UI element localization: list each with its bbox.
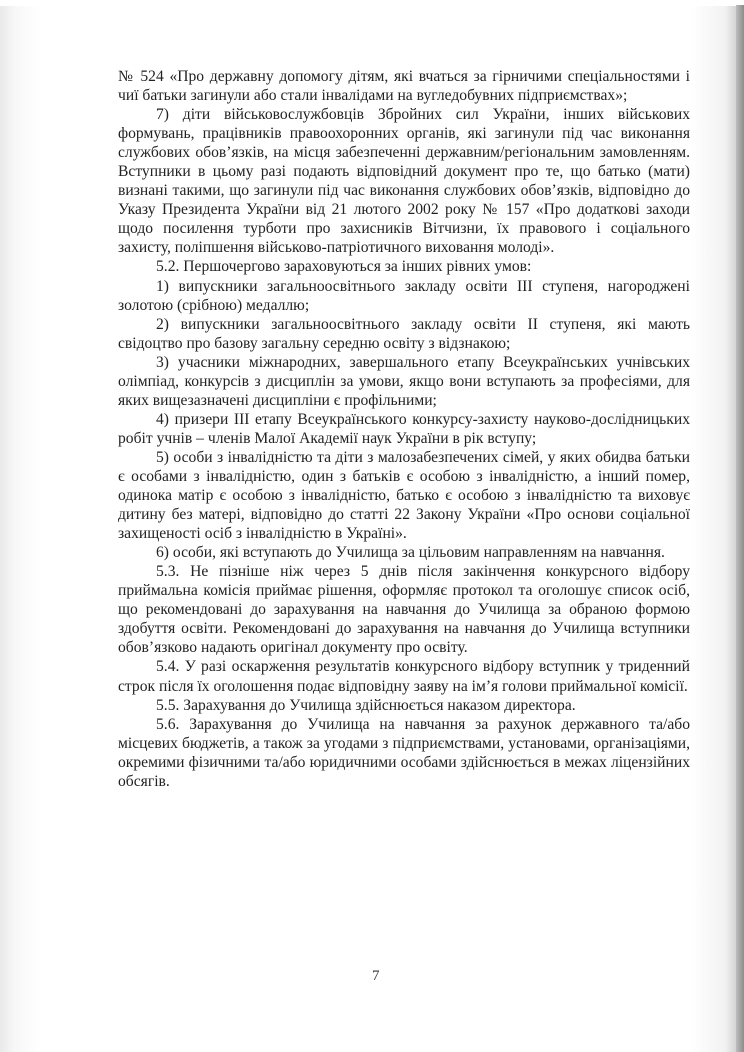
paragraph-item-2: 2) випускники загальноосвітнього закладу освіти II ступеня, які мають свідоцтво про базову загальну середню освіту з відзнакою;	[118, 315, 690, 352]
paragraph-item-6: 6) особи, які вступають до Училища за цільовим направленням на навчання.	[156, 544, 665, 562]
paragraph-item-3: 3) учасники міжнародних, завершального етапу Всеукраїнських учнівських олімпіад, конкурсів з дисциплін за умови, якщо вони вступають за професіями, для яких вищезазначені дисципліни є профільними;	[118, 353, 690, 409]
paragraph-section-5-5: 5.5. Зарахування до Училища здійснюється наказом директора.	[156, 696, 576, 714]
paragraph-section-5-2: 5.2. Першочергово зараховуються за інших рівних умов:	[156, 258, 532, 276]
document-body	[118, 67, 690, 791]
paragraph-continuation-524: № 524 «Про державну допомогу дітям, які вчаться за гірничими спеціальностями і чиї батьки загинули або стали інвалідами на вугледобувних підприємствах»;	[118, 68, 690, 105]
paragraph-item-4: 4) призери III етапу Всеукраїнського конкурсу-захисту науково-дослідницьких робіт учнів – членів Малої Академії наук України в рік вступу;	[118, 410, 690, 447]
page-number: 7	[372, 968, 380, 984]
paragraph-item-1: 1) випускники загальноосвітнього закладу освіти III ступеня, нагороджені золотою (срібною) медаллю;	[118, 277, 690, 314]
scan-shadow-right	[736, 5, 744, 1052]
paragraph-section-5-6: 5.6. Зарахування до Училища на навчання за рахунок державного та/або місцевих бюджетів, а також за угодами з підприємствами, установами, організаціями, окремими фізичними та/або юридичними особами здійснюється в межах ліцензійних обсягів.	[118, 715, 690, 790]
paragraph-item-5: 5) особи з інвалідністю та діти з малозабезпечених сімей, у яких обидва батьки є особами з інвалідністю, один з батьків є особою з інвалідністю, а інший помер, одинока матір є особою з інвалідністю, батько є особою з інвалідністю та виховує дитину без матері, відповідно до статті 22 Закону України «Про основи соціальної захищеності осіб з інвалідністю в Україні».	[118, 448, 690, 543]
paragraph-item-7: 7) діти військовослужбовців Збройних сил України, інших військових формувань, працівників правоохоронних органів, які загинули під час виконання службових обов’язків, на місця забезпеченні державним/регіональним замовленням. Вступники в цьому разі подають відповідний документ про те, що батько (мати) визнані такими, що загинули під час виконання службових обов’язків, відповідно до Указу Президента України від 21 лютого 2002 року № 157 «Про додаткові заходи щодо посилення турботи про захисників Вітчизни, їх правового і соціального захисту, поліпшення військово-патріотичного виховання молоді».	[118, 106, 690, 257]
paragraph-section-5-4: 5.4. У разі оскарження результатів конкурсного відбору вступник у триденний строк після їх оголошення подає відповідну заяву на ім’я голови приймальної комісії.	[118, 658, 690, 695]
scan-border-top	[0, 0, 744, 6]
paragraph-section-5-3: 5.3. Не пізніше ніж через 5 днів після закінчення конкурсного відбору приймальна комісія приймає рішення, оформляє протокол та оголошує список осіб, що рекомендовані до зарахування на навчання до Училища за обраною формою здобуття освіти. Рекомендовані до зарахування на навчання до Училища вступники обов’язково надають оригінал документу про освіту.	[118, 563, 690, 657]
